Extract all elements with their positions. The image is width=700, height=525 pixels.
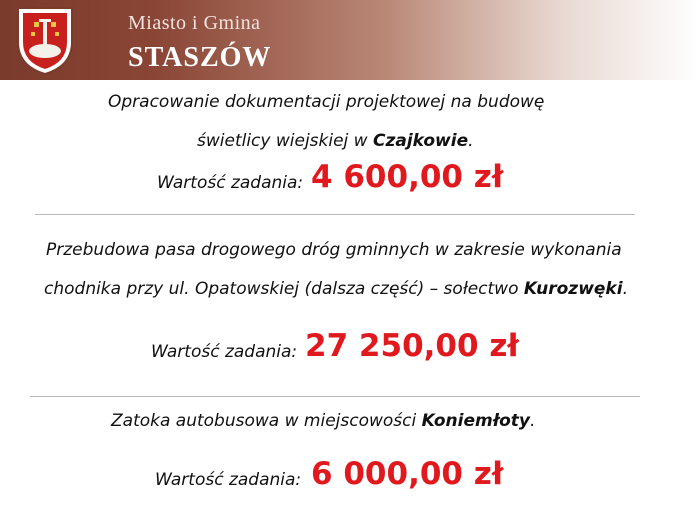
task-1-value-label: Wartość zadania: <box>157 173 304 193</box>
task-2-place: Kurozwęki <box>523 279 623 299</box>
brand-subtitle: Miasto i Gmina <box>128 12 261 34</box>
task-3-value-label: Wartość zadania: <box>155 470 302 490</box>
task-3-place: Koniemłoty <box>421 411 530 431</box>
header-banner <box>0 0 700 80</box>
task-3-line-1: Zatoka autobusowa w miejscowości Koniemłoty. <box>111 411 536 431</box>
brand-title: STASZÓW <box>128 42 272 73</box>
coat-of-arms-icon <box>14 4 76 76</box>
task-2-line-1: Przebudowa pasa drogowego dróg gminnych w zakresie wykonania <box>46 240 622 260</box>
divider <box>35 214 635 215</box>
task-1-value-amount: 4 600,00 zł <box>311 159 504 195</box>
task-1-line-1: Opracowanie dokumentacji projektowej na budowę <box>108 92 545 112</box>
task-2-line-2: chodnika przy ul. Opatowskiej (dalsza część) – sołectwo Kurozwęki. <box>44 279 628 299</box>
task-1-line-2: świetlicy wiejskiej w Czajkowie. <box>197 131 474 151</box>
task-2-value-amount: 27 250,00 zł <box>305 328 519 364</box>
task-2-value-label: Wartość zadania: <box>151 342 298 362</box>
divider <box>30 396 640 397</box>
task-1-place: Czajkowie <box>373 131 469 151</box>
task-3-value-amount: 6 000,00 zł <box>311 456 504 492</box>
